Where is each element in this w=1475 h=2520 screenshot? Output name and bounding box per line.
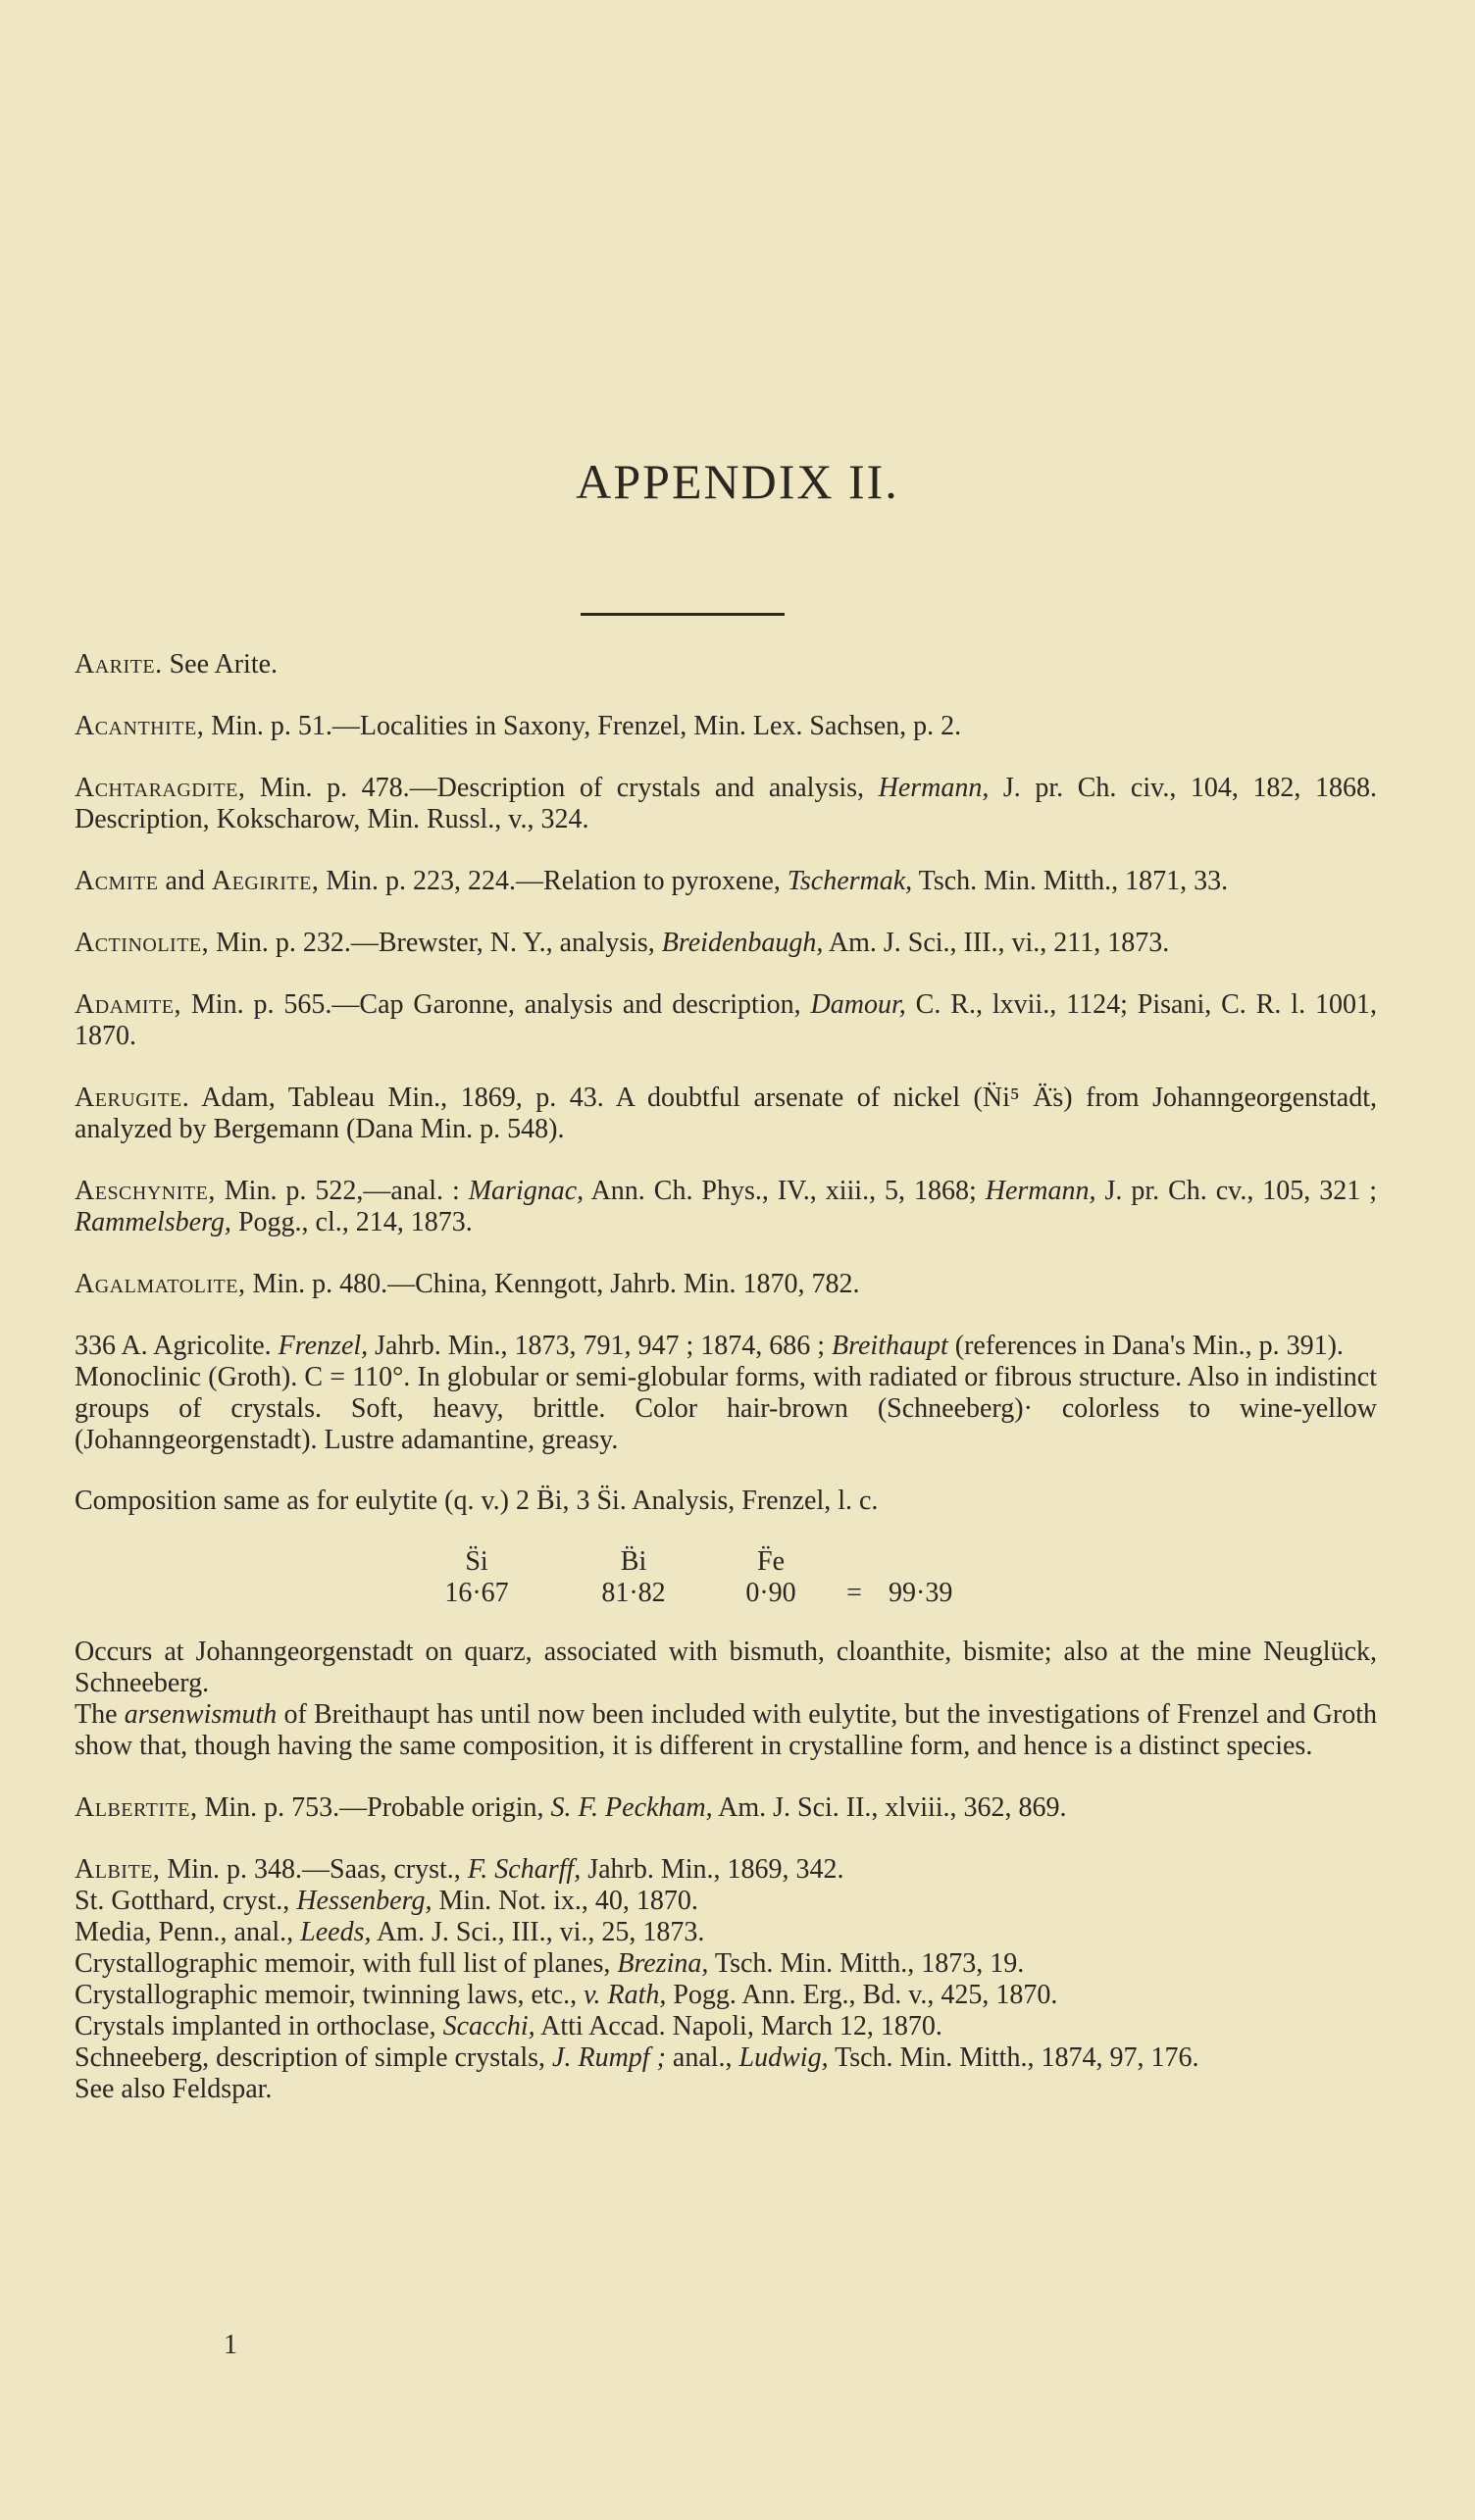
entry-text: Am. J. Sci., III., vi., 211, 1873. xyxy=(823,928,1170,958)
analysis-value: 16·67 xyxy=(444,1578,509,1608)
entry-aeschynite xyxy=(75,1176,1377,1238)
entry-name: Acanthite, xyxy=(75,711,205,741)
entry-text: Min. p. 232.—Brewster, N. Y., analysis, xyxy=(209,928,662,958)
entry-text: Min. p. 348.—Saas, cryst., xyxy=(160,1854,468,1885)
analysis-symbol xyxy=(889,1546,996,1578)
entry-text: (references in Dana's Min., p. 391). xyxy=(947,1331,1344,1361)
entry-name: Actinolite, xyxy=(75,928,210,958)
entry-name: Albertite, xyxy=(75,1792,198,1823)
appendix-body xyxy=(75,649,1377,2105)
entry-text: Min. p. 223, 224.—Relation to pyroxene, xyxy=(319,866,788,896)
entry-aerugite xyxy=(75,1083,1377,1145)
entry-acanthite xyxy=(75,711,1377,742)
agricolite-composition: Composition same as for eulytite (q. v.) 2 B̈i, 3 S̈i. Analysis, Frenzel, l. c. xyxy=(75,1486,879,1516)
entry-text: Crystallographic memoir, with full list of planes, xyxy=(75,1948,618,1979)
entry-text: Atti Accad. Napoli, March 12, 1870. xyxy=(534,2011,942,2041)
entry-agricolite xyxy=(75,1331,1377,1762)
analysis-table xyxy=(408,1546,1094,1609)
entry-name: Acmite xyxy=(75,866,159,896)
albite-line xyxy=(75,1948,1377,1980)
author-name: Marignac, xyxy=(468,1176,585,1206)
author-name: Brezina, xyxy=(617,1948,709,1979)
entry-text: Crystallographic memoir, twinning laws, etc., xyxy=(75,1980,585,2010)
author-name: Hermann, xyxy=(985,1176,1096,1206)
analysis-symbol: S̈i xyxy=(465,1546,488,1577)
entry-name: Achtaragdite, xyxy=(75,773,246,803)
author-name: v. Rath, xyxy=(584,1980,667,2010)
entry-text: of Breithaupt has until now been included with eulytite, but the investigations of Frenzel and Groth show that, though having the same composition, it is different in crystalline form, and hence is a distinct species. xyxy=(75,1699,1377,1761)
entry-actinolite xyxy=(75,928,1377,959)
entry-text: and xyxy=(158,866,212,896)
entry-achtaragdite xyxy=(75,773,1377,835)
entry-text: Crystals implanted in orthoclase, xyxy=(75,2011,443,2041)
analysis-total: 99·39 xyxy=(889,1578,953,1608)
analysis-column xyxy=(820,1546,889,1609)
entry-text: Schneeberg, description of simple crystals, xyxy=(75,2042,553,2073)
entry-name: Albite, xyxy=(75,1854,161,1885)
entry-text: Pogg. Ann. Erg., Bd. v., 425, 1870. xyxy=(666,1980,1058,2010)
analysis-symbol xyxy=(820,1546,889,1578)
agricolite-note xyxy=(75,1699,1377,1762)
entry-text: Am. J. Sci. II., xlviii., 362, 869. xyxy=(712,1792,1067,1823)
analysis-column xyxy=(545,1546,722,1609)
analysis-column xyxy=(722,1546,820,1609)
entry-albertite xyxy=(75,1792,1377,1824)
entry-text: C. R., lxvii., 1124; Pisani, C. R. l. 1001, 1870. xyxy=(75,989,1378,1051)
albite-line xyxy=(75,1854,1377,1886)
analysis-column xyxy=(408,1546,545,1609)
analysis-column xyxy=(889,1546,996,1609)
entry-adamite xyxy=(75,989,1377,1052)
agricolite-occurrence: Occurs at Johanngeorgenstadt on quarz, associated with bismuth, cloanthite, bismite; also at the mine Neuglück, Schneeberg. xyxy=(75,1637,1377,1698)
entry-text: Am. J. Sci., III., vi., 25, 1873. xyxy=(371,1917,705,1947)
entry-text: Jahrb. Min., 1869, 342. xyxy=(581,1854,844,1885)
entry-text: The xyxy=(75,1699,125,1730)
page-title: APPENDIX II. xyxy=(576,454,899,509)
entry-name: Aeschynite, xyxy=(75,1176,216,1206)
author-name: Frenzel, xyxy=(278,1331,369,1361)
author-name: Ludwig, xyxy=(738,2042,829,2073)
entry-text: Min. Not. ix., 40, 1870. xyxy=(432,1886,698,1916)
entry-text: Min. p. 51.—Localities in Saxony, Frenzel, Min. Lex. Sachsen, p. 2. xyxy=(204,711,962,741)
entry-text: Min. p. 753.—Probable origin, xyxy=(197,1792,551,1823)
albite-line xyxy=(75,2011,1377,2042)
author-name: J. Rumpf ; xyxy=(552,2042,666,2073)
entry-text: Ann. Ch. Phys., IV., xiii., 5, 1868; xyxy=(584,1176,986,1206)
entry-text: Tsch. Min. Mitth., 1874, 97, 176. xyxy=(828,2042,1199,2073)
entry-text: Min. p. 478.—Description of crystals and analysis, xyxy=(245,773,879,803)
albite-line xyxy=(75,2042,1377,2074)
analysis-value: 0·90 xyxy=(745,1578,796,1608)
agricolite-description: Monoclinic (Groth). C = 110°. In globular or semi-globular forms, with radiated or fibrous structure. Also in indistinct groups of crystals. Soft, heavy, brittle. Color hair-brown (Schneeberg)· colorless to wine-yellow (Johanngeorgenstadt). Lustre adamantine, greasy. xyxy=(75,1362,1377,1455)
analysis-value: 81·82 xyxy=(601,1578,666,1608)
entry-text: Jahrb. Min., 1873, 791, 947 ; 1874, 686 ; xyxy=(368,1331,833,1361)
entry-text: 336 A. Agricolite. xyxy=(75,1331,279,1361)
author-name: Hermann, xyxy=(878,773,990,803)
entry-name: Aarite. xyxy=(75,649,163,680)
author-name: Breidenbaugh, xyxy=(661,928,824,958)
entry-text: Tsch. Min. Mitth., 1871, 33. xyxy=(912,866,1229,896)
entry-name: Agalmatolite, xyxy=(75,1269,246,1299)
albite-line xyxy=(75,1980,1377,2011)
entry-aarite xyxy=(75,649,1377,680)
entry-text: Tsch. Min. Mitth., 1873, 19. xyxy=(708,1948,1025,1979)
page-number: 1 xyxy=(224,2330,237,2360)
entry-text: Pogg., cl., 214, 1873. xyxy=(230,1207,473,1237)
entry-albite xyxy=(75,1854,1377,2105)
entry-text: J. pr. Ch. civ., 104, 182, 1868. Description, Kokscharow, Min. Russl., v., 324. xyxy=(75,773,1377,834)
entry-acmite xyxy=(75,866,1377,897)
entry-text: Adam, Tableau Min., 1869, p. 43. A doubtful arsenate of nickel (N̈i⁵ Ä̈s) from Johanngeorgenstadt, analyzed by Bergemann (Dana Min. p. 548). xyxy=(75,1083,1377,1144)
entry-name: Aegirite, xyxy=(211,866,320,896)
analysis-equals: = xyxy=(846,1578,862,1608)
entry-text: Min. p. 480.—China, Kenngott, Jahrb. Min. 1870, 782. xyxy=(245,1269,860,1299)
author-name: Leeds, xyxy=(300,1917,372,1947)
entry-name: Adamite, xyxy=(75,989,181,1020)
author-name: S. F. Peckham, xyxy=(550,1792,713,1823)
agricolite-header xyxy=(75,1331,1377,1362)
entry-text: J. pr. Ch. cv., 105, 321 ; xyxy=(1095,1176,1377,1206)
analysis-symbol: B̈i xyxy=(620,1546,647,1577)
author-name: Scacchi, xyxy=(442,2011,535,2041)
analysis-symbol: F̈e xyxy=(757,1546,785,1577)
author-name: Tschermak, xyxy=(787,866,913,896)
author-name: Rammelsberg, xyxy=(75,1207,231,1237)
entry-text: anal., xyxy=(665,2042,739,2073)
albite-line xyxy=(75,1917,1377,1948)
title-rule xyxy=(581,613,785,616)
albite-see-also: See also Feldspar. xyxy=(75,2074,273,2104)
entry-name: Aerugite. xyxy=(75,1083,190,1113)
entry-text: See Arite. xyxy=(162,649,279,680)
albite-line xyxy=(75,1886,1377,1917)
entry-agalmatolite xyxy=(75,1269,1377,1300)
entry-text: Media, Penn., anal., xyxy=(75,1917,301,1947)
entry-text: St. Gotthard, cryst., xyxy=(75,1886,297,1916)
author-name: Breithaupt xyxy=(832,1331,948,1361)
entry-text: Min. p. 565.—Cap Garonne, analysis and description, xyxy=(180,989,811,1020)
author-name: F. Scharff, xyxy=(467,1854,582,1885)
author-name: Hessenberg, xyxy=(296,1886,432,1916)
term-name: arsenwismuth xyxy=(124,1699,278,1730)
author-name: Damour, xyxy=(810,989,906,1020)
entry-text: Min. p. 522,—anal. : xyxy=(215,1176,469,1206)
